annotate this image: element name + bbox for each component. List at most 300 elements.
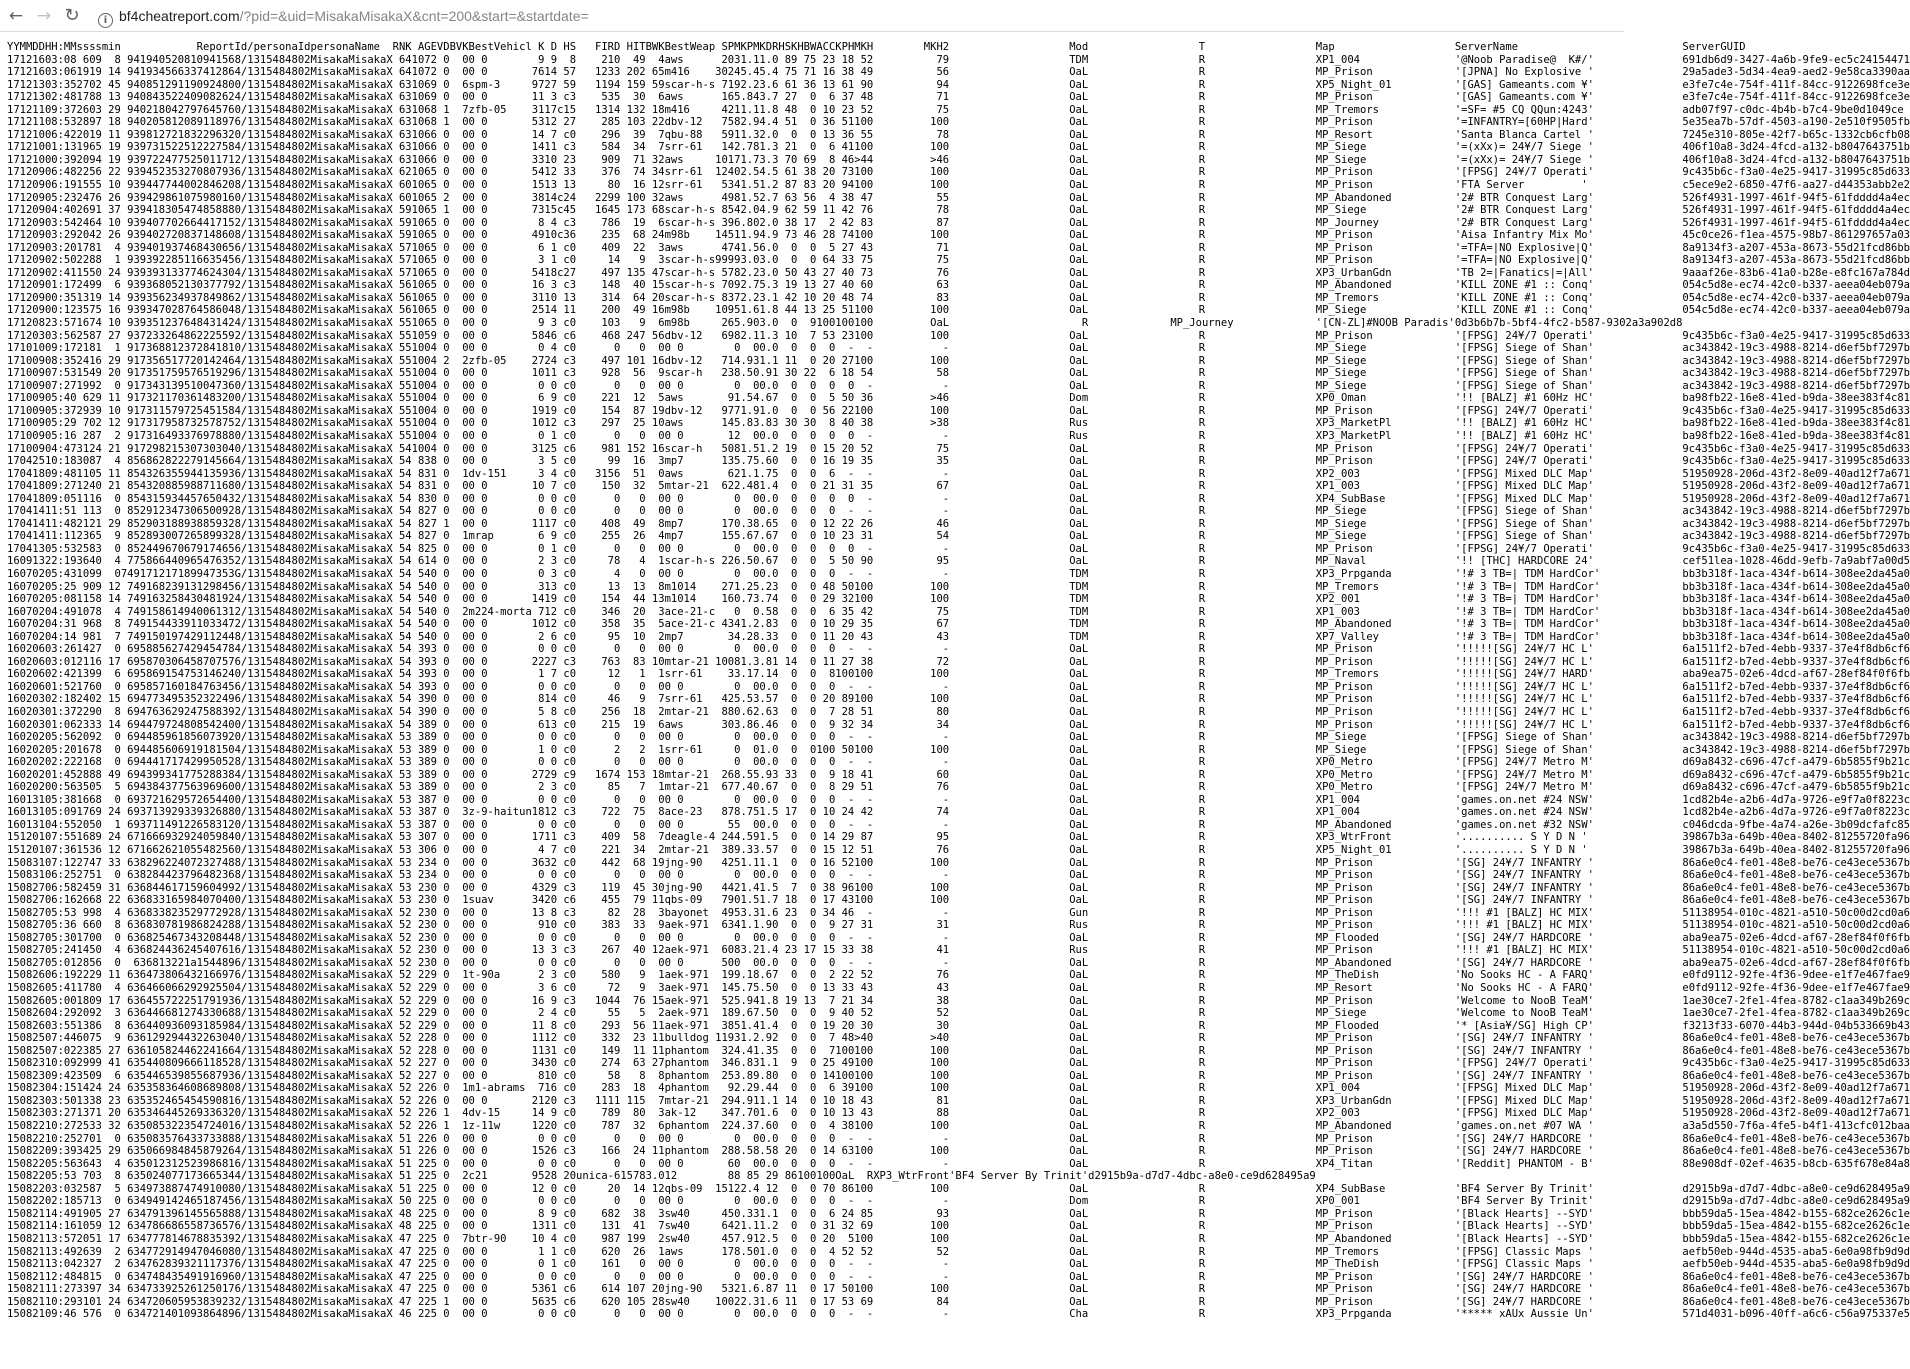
table-cell: 256 (601, 705, 621, 718)
table-cell: 54 (398, 567, 412, 580)
table-cell: 52 (936, 1245, 950, 1258)
table-cell: 35 (860, 480, 874, 493)
table-cell: 1004 (411, 379, 437, 392)
table-cell: 1.5 (740, 442, 760, 455)
table-cell: 0 (791, 392, 798, 405)
table-cell: 83 (803, 179, 817, 192)
table-cell: 409 (601, 241, 621, 254)
table-cell: MisakaMisakaX (310, 731, 393, 744)
table-cell: 229 (417, 994, 437, 1007)
table-cell: 16 (531, 279, 545, 292)
table-cell: 100 (854, 881, 874, 894)
table-cell: 0 (462, 304, 469, 317)
table-cell: 0 (443, 680, 450, 693)
table-cell: 0 (114, 1308, 121, 1321)
table-row (7, 919, 1910, 932)
table-cell: 0 0 (468, 931, 488, 944)
table-cell: 171213 (7, 91, 45, 104)
table-row (7, 317, 1910, 330)
table-cell: 1017 (715, 153, 741, 166)
table-cell: 0 (443, 229, 450, 242)
table-cell: OaL (1069, 128, 1089, 141)
table-cell: 1cd82b4e-a2b6-4d7a-9726-e9f7a0f8223c (1682, 806, 1910, 819)
table-cell: 100 (854, 743, 874, 756)
table-cell: srr-61 (664, 141, 703, 154)
table-cell: - (942, 429, 950, 442)
table-cell: 682 (601, 1207, 621, 1220)
table-cell: 53 (531, 1283, 545, 1296)
table-cell: MP_Prison (1315, 1295, 1373, 1308)
table-row (7, 229, 1910, 242)
table-cell: 14 (544, 693, 558, 706)
table-cell: 614 (417, 555, 437, 568)
table-cell: 0 0 (468, 392, 488, 405)
table-cell: '[FPSG] 24¥/7 Metro M' (1454, 756, 1594, 769)
table-cell: 'BF4 Server By Trinit' (949, 1170, 1089, 1183)
table-cell: 26 (632, 1245, 646, 1258)
table-cell: MisakaMisakaX (310, 1069, 393, 1082)
table-cell: - (847, 643, 855, 656)
table-cell: 0 (613, 818, 621, 831)
table-cell: 100 (854, 317, 874, 330)
table-cell: 0 (443, 329, 450, 342)
table-cell: 7 (114, 630, 121, 643)
forward-button[interactable] (32, 4, 56, 28)
table-cell: 20 (784, 1145, 798, 1158)
table-cell: 100 (854, 894, 874, 907)
table-cell: 4 (658, 1082, 665, 1095)
table-cell: 13 (563, 179, 577, 192)
table-cell: MisakaMisakaX (310, 969, 393, 982)
table-cell: 0 (613, 869, 621, 882)
table-cell: .93 (759, 768, 779, 781)
table-cell: 03:27 (44, 1107, 77, 1120)
table-cell: 939368052130377792/1315484802 (127, 279, 311, 292)
table-cell: 20 (841, 1019, 855, 1032)
table-cell: 0 (114, 956, 121, 969)
table-cell: 1700 (76, 931, 102, 944)
table-cell: 3.0 (759, 266, 779, 279)
table-cell: 714 (721, 354, 741, 367)
table-cell: 10 (108, 317, 121, 330)
table-cell: 04:47 (44, 442, 77, 455)
table-cell: 442 (721, 881, 741, 894)
table-cell: 225 (417, 1245, 437, 1258)
table-cell: 1.3 (740, 655, 760, 668)
table-cell: 0 (810, 605, 817, 618)
table-row (7, 1107, 1910, 1120)
table-cell: 160202 (7, 768, 45, 781)
table-cell: 55 (398, 329, 412, 342)
table-cell: c3 (563, 1145, 577, 1158)
table-cell: 171010 (7, 342, 45, 355)
table-cell: 1065 (411, 191, 437, 204)
table-cell: 225 (417, 1308, 437, 1321)
table-cell: '[CN-ZL]#NOOB Paradis' (1315, 317, 1455, 330)
table-cell: 0 0 (664, 756, 684, 769)
table-cell: '!# 3 TB=| TDM HardCor' (1454, 630, 1601, 643)
table-cell: TDM (1069, 605, 1089, 618)
table-cell: 150827 (7, 894, 45, 907)
table-cell: 1.1 (759, 354, 779, 367)
table-cell: 171216 (7, 53, 45, 66)
table-cell: 425 (721, 856, 741, 869)
table-cell: - (942, 731, 950, 744)
table-cell: 0 0 (468, 367, 488, 380)
table-cell: 160702 (7, 605, 45, 618)
table-cell: 0 (462, 618, 469, 631)
table-cell: 4 (550, 342, 558, 355)
address-bar[interactable] (90, 4, 1616, 28)
table-cell: 0 (847, 492, 855, 505)
table-cell: 82 (607, 906, 621, 919)
table-cell: 150826 (7, 969, 45, 982)
table-cell: 60 (860, 279, 874, 292)
table-cell: R (1198, 1258, 1206, 1271)
table-cell: 81 (936, 1094, 950, 1107)
table-cell: aba9ea75-02e6-4dcd-af67-28ef84f0f6fb (1682, 956, 1910, 969)
table-cell: R (1198, 367, 1206, 380)
table-cell: 1.1 (740, 467, 760, 480)
table-cell: 100 (854, 693, 874, 706)
table-cell: 13 (822, 78, 836, 91)
table-cell: 54 (398, 693, 412, 706)
table-cell: 13 (841, 1107, 855, 1120)
table-cell: 0 (791, 254, 798, 267)
table-cell: 10:18 (44, 455, 77, 468)
table-cell: 0 (443, 806, 450, 819)
table-cell: XP1_004 (1315, 793, 1361, 806)
table-row (7, 731, 1910, 744)
table-cell: 38 (841, 1120, 855, 1133)
table-cell: OaL (1069, 668, 1089, 681)
table-cell: 170413 (7, 542, 45, 555)
table-cell: 10 (531, 618, 545, 631)
table-cell: 73 (531, 204, 545, 217)
table-cell: 08:53 (44, 116, 77, 129)
table-cell: 0 (462, 881, 469, 894)
table-cell: c3 (563, 141, 577, 154)
table-cell: 9 (810, 317, 817, 330)
table-cell: 1 (550, 1258, 558, 1271)
table-cell: OaL (1069, 869, 1089, 882)
table-cell: 1004 (411, 429, 437, 442)
table-cell: 0 (462, 191, 469, 204)
table-cell: 51950928-206d-43f2-8e09-40ad12f7a671 (1682, 480, 1910, 493)
table-cell: 3.0 (645, 1170, 665, 1183)
table-cell: - (866, 505, 874, 518)
table-cell: 0 (462, 982, 469, 995)
back-button[interactable] (4, 4, 28, 28)
table-cell: 1078 (76, 605, 102, 618)
table-cell: 53 (398, 781, 412, 794)
table-cell: 9 (658, 367, 665, 380)
table-cell: 38 (531, 191, 545, 204)
table-cell: 8 (538, 216, 545, 229)
table-cell: 0 (810, 756, 817, 769)
table-row (7, 969, 1910, 982)
table-cell: 113 (82, 505, 102, 518)
table-cell: 3 (658, 254, 665, 267)
table-cell: 55 (398, 404, 412, 417)
table-cell: 225 (417, 1270, 437, 1283)
table-cell: 41 (108, 1057, 121, 1070)
table-cell: 7245e310-805e-42f7-b65c-1332cb6cfb08 (1682, 128, 1910, 141)
table-cell: 1.9 (740, 229, 760, 242)
table-cell: 1 (538, 668, 545, 681)
table-cell: 0 (791, 1019, 798, 1032)
table-cell: 54 (398, 680, 412, 693)
table-cell: 0 (753, 1195, 760, 1208)
table-row (7, 342, 1910, 355)
table-cell: 0 (443, 404, 450, 417)
table-cell: 0 0 (664, 1195, 684, 1208)
table-cell: R (1198, 216, 1206, 229)
table-cell: 19 (632, 216, 646, 229)
table-cell: 0 0 (468, 1044, 488, 1057)
table-cell: 22 (651, 116, 665, 129)
table-cell: 54 (531, 266, 545, 279)
table-cell: 442 (601, 856, 621, 869)
table-cell: c3 (563, 906, 577, 919)
table-cell: 3 (658, 605, 665, 618)
table-cell: 244 (721, 831, 741, 844)
table-cell: 11 (531, 91, 545, 104)
table-cell: 0 (443, 392, 450, 405)
table-cell: c0 (563, 455, 577, 468)
table-cell: 150822 (7, 1120, 45, 1133)
table-cell: OaL (1069, 856, 1089, 869)
table-cell: 63 (784, 191, 798, 204)
table-cell: spm-3 (468, 78, 501, 91)
table-cell: 4815 (76, 1270, 102, 1283)
table-cell: 52 (398, 1120, 412, 1133)
table-cell: 2476 (76, 191, 102, 204)
table-cell: .50 (740, 1245, 760, 1258)
table-cell: - (847, 1258, 855, 1271)
table-cell: 0 (462, 869, 469, 882)
table-cell (1682, 1170, 1910, 1183)
table-cell: 0 0 (468, 618, 488, 631)
table-cell: 160131 (7, 793, 45, 806)
table-cell: 160203 (7, 693, 45, 706)
table-cell: '[FPSG] Mixed DLC Map' (1454, 480, 1594, 493)
table-cell: 0 (791, 467, 798, 480)
table-cell: '!! [THC] HARDCORE 24' (1454, 555, 1594, 568)
report-table (7, 41, 1910, 1321)
table-cell: d2915b9a-d7d7-4dbc-a8e0-ce9d628495a9 (1088, 1170, 1316, 1183)
table-cell: 0 (810, 768, 817, 781)
table-cell: 909 (601, 153, 621, 166)
table-cell: aws (664, 718, 684, 731)
table-cell: - (847, 956, 855, 969)
table-cell: 17 (803, 944, 817, 957)
table-cell: '!! [BALZ] #1 60Hz HC' (1454, 392, 1594, 405)
table-cell: - (942, 492, 950, 505)
table-cell: 0 0 (468, 906, 488, 919)
table-cell: 0.0 (759, 505, 779, 518)
table-cell: 19 (784, 279, 798, 292)
table-cell: 100 (854, 1283, 874, 1296)
table-cell: 0 (462, 844, 469, 856)
table-cell: 171203 (7, 329, 45, 342)
table-cell: 0 (462, 153, 469, 166)
table-cell: 02:41 (44, 266, 77, 279)
table-cell: 0 (791, 605, 798, 618)
table-cell: 80 (936, 705, 950, 718)
table-cell: .80 (759, 1069, 779, 1082)
table-cell: 4 (114, 241, 121, 254)
table-cell: 677 (721, 781, 741, 794)
table-cell: 0 (658, 643, 665, 656)
table-cell: 2 (639, 743, 646, 756)
table-cell: 7 (462, 103, 469, 116)
table-cell: 939812721832296320/1315484802 (127, 128, 311, 141)
table-cell: 1004 (411, 367, 437, 380)
table-cell: MP_Prison (1315, 1270, 1373, 1283)
table-cell: 23 (841, 530, 855, 543)
table-cell: 1 (114, 818, 121, 831)
table-cell: R (1198, 229, 1206, 242)
table-cell: aws (664, 91, 684, 104)
table-cell: 0 (658, 1308, 665, 1321)
table-cell: 1 (462, 467, 469, 480)
table-cell: 160702 (7, 567, 45, 580)
table-cell: 12 (632, 392, 646, 405)
table-cell: 'No Sooks HC - A FARQ' (1454, 982, 1594, 995)
table-cell: qbu-88 (664, 128, 703, 141)
table-cell: 0 (443, 254, 450, 267)
table-cell: 11 (544, 831, 558, 844)
table-cell: 1.7 (759, 894, 779, 907)
table-cell: 0 0 (468, 856, 488, 869)
table-cell: 36 (860, 392, 874, 405)
table-cell: dbv-12 (664, 116, 703, 129)
table-cell: R (1198, 743, 1206, 756)
info-icon[interactable]: i (98, 13, 113, 28)
table-cell: d69a8432-c696-47cf-a479-6b5855f9b21c (1682, 768, 1910, 781)
column-header: MKH2 (923, 41, 950, 53)
table-cell: 203 (721, 53, 741, 66)
table-cell: 75 (784, 66, 798, 79)
table-cell: 25 (822, 1057, 836, 1070)
table-cell: 10 (822, 1107, 836, 1120)
table-cell: 145 (721, 417, 741, 430)
table-cell: 19 (784, 442, 798, 455)
table-cell: 1 (658, 969, 665, 982)
table-cell: OaL (1069, 191, 1089, 204)
table-cell: 6 (114, 668, 121, 681)
table-cell: 55 (398, 392, 412, 405)
table-cell: 1004 (411, 417, 437, 430)
table-cell: aws (664, 1245, 684, 1258)
table-cell: 51950928-206d-43f2-8e09-40ad12f7a671 (1682, 1082, 1910, 1095)
table-cell: 11:11 (44, 530, 77, 543)
table-cell: '[SG] 24¥/7 INFANTRY ' (1454, 856, 1594, 869)
table-cell: 642 (721, 1220, 741, 1233)
table-cell: aek-971 (664, 944, 709, 957)
table-cell: '[SG] 24¥/7 INFANTRY ' (1454, 894, 1594, 907)
table-cell: c0 (563, 630, 577, 643)
table-cell: R (1198, 1245, 1206, 1258)
reload-button[interactable] (60, 4, 84, 28)
table-cell: 29 (822, 593, 836, 606)
table-cell: c0 (563, 1044, 577, 1057)
table-cell: 10 (531, 367, 545, 380)
table-cell: 0 (810, 906, 817, 919)
table-cell: 635446539855687936/1315484802 (127, 1069, 311, 1082)
table-cell: 0 0 (468, 128, 488, 141)
table-cell: 0 (550, 956, 558, 969)
table-cell: 2327 (76, 1258, 102, 1271)
table-cell: 8 (828, 668, 836, 681)
table-cell: 0 (462, 919, 469, 932)
table-cell: 0 (734, 1270, 741, 1283)
table-cell: 171009 (7, 404, 45, 417)
table-cell: 830 (417, 492, 437, 505)
table-cell: 142 (721, 141, 741, 154)
table-cell: 6 (550, 982, 558, 995)
table-cell: OaL (1069, 254, 1089, 267)
table-cell: 1.2 (740, 1032, 760, 1045)
table-row (7, 1195, 1910, 1208)
table-cell: 100 (930, 743, 950, 756)
table-cell: 0 0 (468, 994, 488, 1007)
table-cell: MisakaMisakaX (310, 1283, 393, 1296)
table-cell: 12 (651, 944, 665, 957)
table-cell: 0 (443, 1220, 450, 1233)
table-cell: 0 (462, 1132, 469, 1145)
table-cell: 1 (658, 1245, 665, 1258)
table-cell: 0 (462, 593, 469, 606)
table-cell: '[SG] 24¥/7 HARDCORE ' (1454, 1295, 1594, 1308)
table-cell: 287 (82, 429, 102, 442)
header-row (7, 41, 1910, 54)
table-cell: 18 (544, 266, 558, 279)
table-cell: 68 (651, 204, 665, 217)
table-cell: 0 (810, 404, 817, 417)
table-cell: 52 (936, 1007, 950, 1020)
table-cell: 238 (721, 367, 741, 380)
table-cell: R (1198, 856, 1206, 869)
table-cell: 0 (791, 1132, 798, 1145)
table-cell: MP_Prison (1315, 116, 1373, 129)
table-cell: R (1198, 593, 1206, 606)
table-cell: 854320885988711680/1315484802 (127, 480, 311, 493)
table-cell: 629 (82, 392, 102, 405)
table-cell: dv-151 (468, 467, 507, 480)
table-cell: 8 (114, 705, 121, 718)
table-cell: c3 (563, 1094, 577, 1107)
table-cell: MisakaMisakaX (310, 1295, 393, 1308)
table-cell: 47 (860, 191, 874, 204)
table-cell: 23 (784, 906, 798, 919)
table-cell: bb3b318f-1aca-434f-b614-308ee2da45a0 (1682, 567, 1910, 580)
table-cell: jng-90 (664, 1283, 703, 1296)
table-cell: 0 (443, 944, 450, 957)
table-cell: 0 (462, 442, 469, 455)
table-cell: 303 (721, 718, 741, 731)
table-cell: 0 (443, 1069, 450, 1082)
table-cell: 10 (531, 417, 545, 430)
table-cell: '=SF= #5 CQ QQun:4243' (1454, 103, 1594, 116)
table-cell: 0 0 (664, 542, 684, 555)
table-cell: 150826 (7, 994, 45, 1007)
table-row (7, 693, 1910, 706)
table-cell: 29 (108, 517, 121, 530)
table-cell: 54 (398, 593, 412, 606)
table-cell: 390 (417, 693, 437, 706)
